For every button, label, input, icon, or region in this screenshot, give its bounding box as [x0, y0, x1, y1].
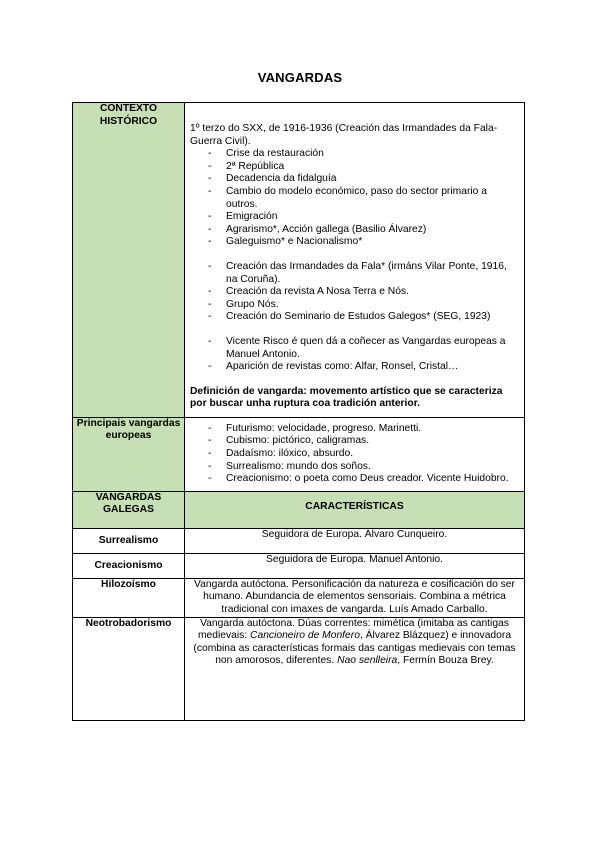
table-row	[73, 528, 525, 553]
row-name-neotrobadorismo: Neotrobadorismo	[73, 617, 185, 720]
contexto-list-2	[190, 261, 518, 324]
row-desc-surrealismo: Seguidora de Europa. Álvaro Cunqueiro.	[185, 528, 525, 553]
list-item: - Decadencia da fidalguía	[190, 173, 518, 186]
row-desc-creacionismo: Seguidora de Europa. Manuel Antonio.	[185, 553, 525, 578]
desc-text: , Fermín Bouza Brey.	[397, 655, 494, 667]
vangarda-definition: Definición de vangarda: movemento artístico que se caracteriza por buscar unha ruptura coa tradición anterior.	[190, 385, 503, 410]
table-row	[73, 578, 525, 617]
desc-text: Vangarda autóctona. Dúas correntes: mimética (imitaba as cantigas medievais:	[197, 617, 509, 642]
list-item: - Aparición de revistas como: Alfar, Ronsel, Cristal…	[190, 361, 518, 374]
page-title: VANGARDAS	[257, 70, 343, 85]
header-vangardas-galegas: VANGARDAS GALEGAS	[73, 491, 185, 528]
row-desc-neotrobadorismo	[185, 617, 525, 720]
list-item: - Surrealismo: mundo dos soños.	[190, 461, 518, 474]
row-desc-hilozoismo: Vangarda autóctona. Personificación da natureza e cosificación do ser humano. Abundancia de elementos sensoriais. Combina a métrica tradicional con imaxes de vangarda. Luís Amado Carballo.	[185, 578, 525, 617]
contexto-intro: 1º terzo do SXX, de 1916-1936 (Creación das Irmandades da Fala-Guerra Civil).	[190, 123, 498, 147]
desc-title-cancioneiro: Cancioneiro de Monfero	[250, 630, 360, 642]
contexto-row	[73, 103, 525, 418]
desc-text: , Álvarez Blázquez) e innovadora (combina as características formais das cantigas medievais con temas non amorosos, diferentes.	[193, 630, 516, 667]
table-row	[73, 553, 525, 578]
europeas-row	[73, 417, 525, 491]
europeas-list	[190, 423, 518, 486]
list-item: - Futurismo: velocidade, progreso. Marinetti.	[190, 423, 518, 436]
header-caracteristicas: CARACTERÍSTICAS	[185, 491, 525, 528]
row-name-creacionismo: Creacionismo	[73, 553, 185, 578]
list-item: - Grupo Nós.	[190, 299, 518, 312]
list-item: - Vicente Risco é quen dá a coñecer as Vangardas europeas a Manuel Antonio.	[190, 336, 518, 361]
list-item: - Creación das Irmandades da Fala* (irmáns Vilar Ponte, 1916, na Coruña).	[190, 261, 518, 286]
header-row	[73, 491, 525, 528]
contexto-label: CONTEXTO HISTÓRICO	[73, 103, 185, 418]
desc-title-nao-senlleira: Nao senlleira	[337, 655, 398, 667]
europeas-content	[185, 417, 525, 491]
list-item: - Crise da restauración	[190, 148, 518, 161]
europeas-label: Principais vangardas europeas	[73, 417, 185, 491]
contexto-content	[185, 103, 525, 418]
list-item: - Galeguismo* e Nacionalismo*	[190, 236, 518, 249]
list-item: - Creación da revista A Nosa Terra e Nós.	[190, 286, 518, 299]
contexto-list-1	[190, 148, 518, 249]
list-item: - Cambio do modelo económico, paso do sector primario a outros.	[190, 186, 518, 211]
list-item: - Cubismo: pictórico, caligramas.	[190, 435, 518, 448]
list-item: - Dadaísmo: ilóxico, absurdo.	[190, 448, 518, 461]
row-name-surrealismo: Surrealismo	[73, 528, 185, 553]
list-item: - 2ª República	[190, 161, 518, 174]
vangardas-table	[72, 102, 525, 721]
list-item: - Agrarismo*, Acción gallega (Basilio Álvarez)	[190, 224, 518, 237]
table-row	[73, 617, 525, 720]
row-name-hilozoismo: Hilozoísmo	[73, 578, 185, 617]
list-item: - Creacionismo: o poeta como Deus creador. Vicente Huidobro.	[190, 473, 518, 486]
list-item: - Emigración	[190, 211, 518, 224]
contexto-list-3	[190, 336, 518, 374]
list-item: - Creación do Seminario de Estudos Galegos* (SEG, 1923)	[190, 311, 518, 324]
